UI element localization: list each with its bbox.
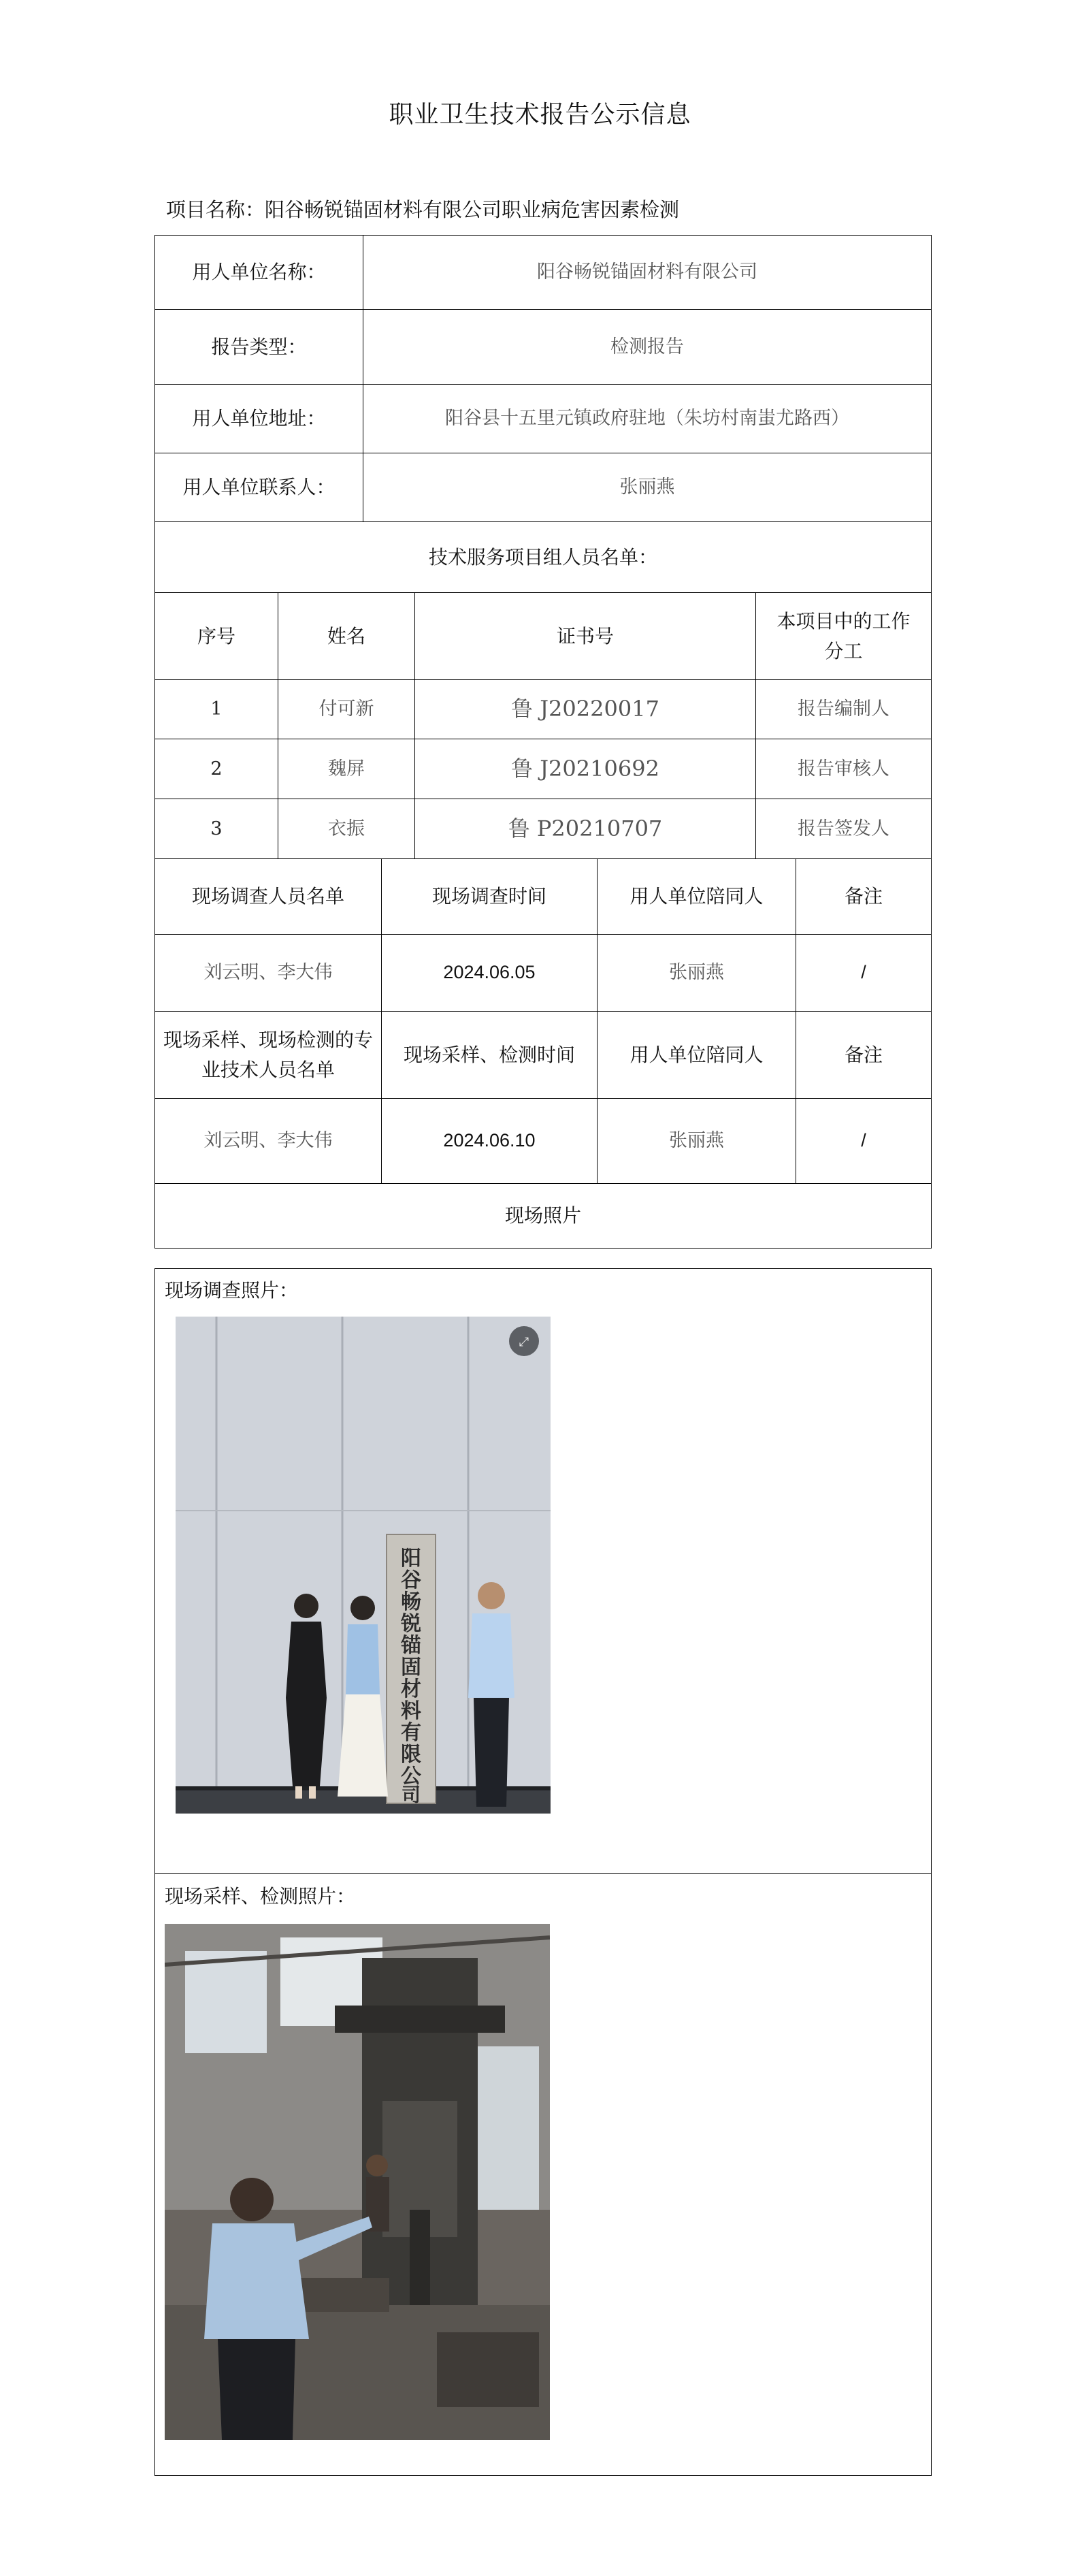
team-header-cert: 证书号	[415, 593, 756, 679]
survey-header-companion: 用人单位陪同人	[598, 859, 796, 934]
team-header-index: 序号	[155, 593, 278, 679]
employer-row	[154, 235, 932, 310]
sign-char: 阳	[401, 1547, 421, 1571]
team-index: 1	[155, 680, 278, 739]
survey-header-staff: 现场调查人员名单	[155, 859, 382, 934]
photo-heading-row	[154, 1184, 932, 1249]
survey-staff: 刘云明、李大伟	[155, 935, 382, 1011]
team-cert-number: 鲁 J20220017	[415, 680, 756, 739]
survey-photo	[176, 1317, 551, 1814]
team-role: 报告签发人	[798, 818, 889, 839]
team-member-name: 付可新	[278, 680, 415, 739]
sampling-photo-label: 现场采样、检测照片：	[165, 1885, 356, 1907]
sampling-header-companion: 用人单位陪同人	[598, 1012, 796, 1098]
team-cert-number: 鲁 J20210692	[415, 739, 756, 799]
sign-char: 料	[401, 1699, 421, 1723]
sign-char: 材	[401, 1677, 421, 1701]
team-heading: 技术服务项目组人员名单：	[428, 545, 657, 568]
sign-char: 公	[401, 1765, 421, 1788]
sampling-header-remark: 备注	[844, 1043, 883, 1066]
sign-char: 畅	[401, 1590, 421, 1614]
survey-companion: 张丽燕	[598, 935, 796, 1011]
survey-photo-label: 现场调查照片：	[165, 1279, 299, 1302]
photo-divider	[155, 1873, 931, 1874]
sampling-companion: 张丽燕	[598, 1099, 796, 1183]
sampling-photo	[165, 1924, 550, 2440]
table-row	[154, 680, 932, 739]
team-heading-row	[154, 522, 932, 593]
report-type-row	[154, 310, 932, 385]
team-role: 报告审核人	[798, 758, 889, 779]
survey-header-time: 现场调查时间	[382, 859, 598, 934]
address-row	[154, 385, 932, 453]
report-type-label: 报告类型：	[155, 310, 363, 384]
sign-char: 有	[401, 1721, 421, 1745]
svg-text:⤢: ⤢	[519, 1335, 529, 1349]
address-label: 用人单位地址：	[155, 385, 363, 453]
sampling-remark: /	[861, 1130, 866, 1151]
survey-row	[154, 935, 932, 1012]
sampling-header-time: 现场采样、检测时间	[382, 1012, 598, 1098]
table-row	[154, 739, 932, 799]
sign-char: 锚	[401, 1634, 421, 1658]
team-role: 报告编制人	[798, 698, 889, 720]
contact-value: 张丽燕	[619, 477, 675, 498]
address-value: 阳谷县十五里元镇政府驻地（朱坊村南蚩尤路西）	[445, 408, 849, 430]
team-index: 3	[155, 799, 278, 858]
project-name: 阳谷畅锐锚固材料有限公司职业病危害因素检测	[265, 198, 680, 221]
sign-char: 锐	[401, 1612, 421, 1636]
survey-date: 2024.06.05	[382, 935, 598, 1011]
team-index: 2	[155, 739, 278, 799]
project-label: 项目名称：	[166, 198, 265, 221]
sampling-staff: 刘云明、李大伟	[155, 1099, 382, 1183]
sign-char: 谷	[401, 1568, 421, 1592]
sampling-date: 2024.06.10	[382, 1099, 598, 1183]
employer-label: 用人单位名称：	[155, 236, 363, 309]
team-header-row	[154, 593, 932, 680]
photo-box	[154, 1268, 932, 2476]
employer-value: 阳谷畅锐锚固材料有限公司	[537, 261, 757, 283]
sampling-header-row	[154, 1012, 932, 1099]
survey-header-remark: 备注	[844, 885, 883, 908]
contact-row	[154, 453, 932, 522]
sign-char: 限	[401, 1743, 421, 1767]
team-member-name: 衣振	[278, 799, 415, 858]
sign-char: 固	[401, 1656, 421, 1679]
contact-label: 用人单位联系人：	[155, 453, 363, 521]
project-line	[166, 195, 679, 223]
team-header-name: 姓名	[278, 593, 415, 679]
team-member-name: 魏屏	[278, 739, 415, 799]
sampling-row	[154, 1099, 932, 1184]
report-type-value: 检测报告	[610, 336, 684, 357]
survey-remark: /	[861, 962, 866, 983]
page-title: 职业卫生技术报告公示信息	[389, 101, 691, 129]
table-row	[154, 799, 932, 859]
team-header-role: 本项目中的工作分工	[776, 610, 911, 662]
sign-char: 司	[401, 1784, 421, 1806]
info-table	[154, 235, 932, 1249]
photo-section-heading: 现场照片	[504, 1204, 581, 1227]
sampling-header-staff: 现场采样、现场检测的专业技术人员名单	[155, 1012, 382, 1098]
team-cert-number: 鲁 P20210707	[415, 799, 756, 858]
survey-header-row	[154, 859, 932, 935]
